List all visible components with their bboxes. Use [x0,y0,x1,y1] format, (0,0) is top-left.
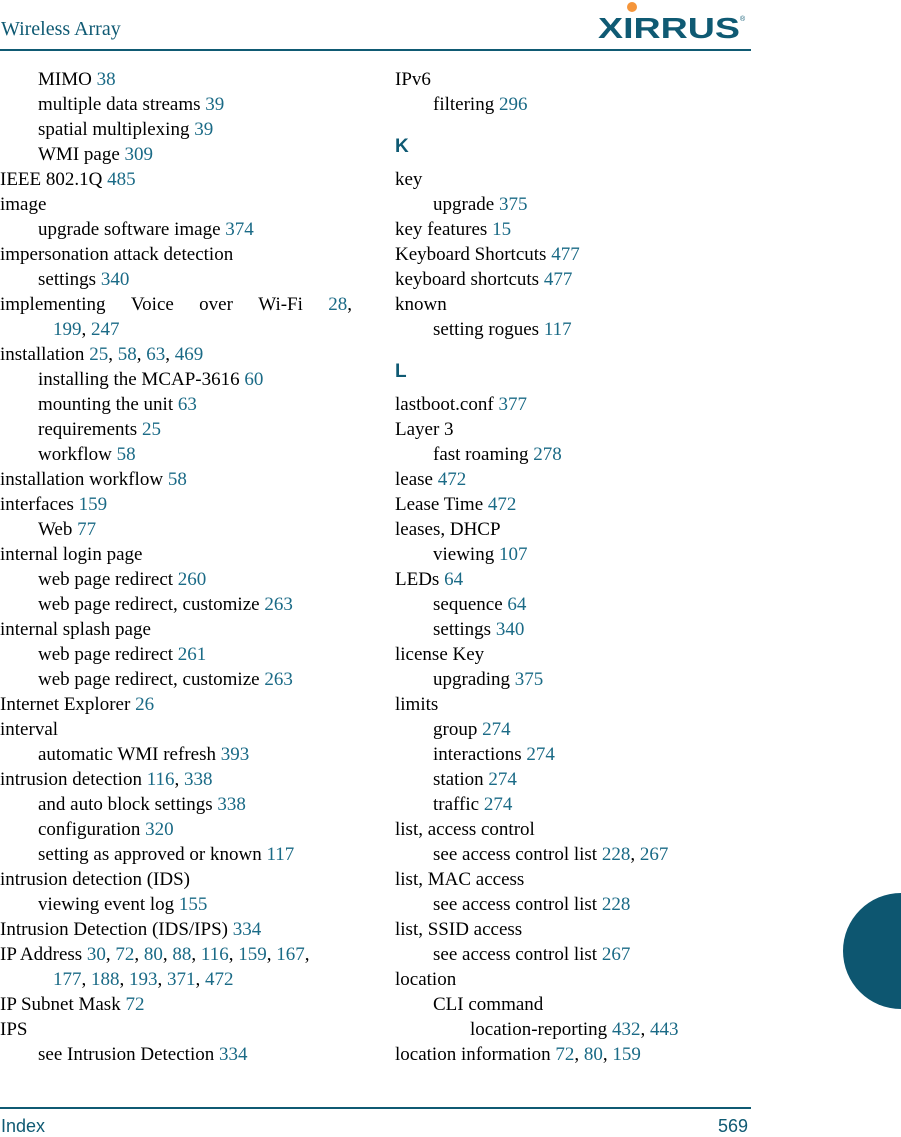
entry-term: web page redirect [38,644,174,665]
index-entry [0,692,360,717]
page-link[interactable]: 188 [91,969,120,990]
index-entry [395,92,755,117]
index-entry [395,967,755,992]
svg-text:®: ® [740,16,746,23]
index-entry [395,767,755,792]
header-rule [0,49,751,51]
separator: , [162,944,173,965]
page-link[interactable]: 340 [495,619,525,640]
page-link[interactable]: 263 [264,594,293,615]
entry-term-word: implementing [0,294,106,315]
separator: , [136,344,147,365]
entry-term: filtering [433,94,495,115]
entry-term: lease [395,469,433,490]
index-entry [0,292,352,317]
page-link[interactable]: 77 [77,519,97,540]
page-link[interactable]: 72 [115,944,135,965]
page-link[interactable]: 107 [498,544,528,565]
index-column-right [395,67,755,1067]
index-entry [395,792,755,817]
index-entry [395,292,755,317]
entry-term: sequence [433,594,503,615]
entry-term: setting as approved or known [38,844,262,865]
index-entry [395,867,755,892]
entry-term: see access control list [433,844,598,865]
entry-term: leases, DHCP [395,519,501,540]
index-entry [395,317,755,342]
index-entry [0,267,360,292]
index-entry [395,167,755,192]
entry-term: MIMO [38,69,92,90]
page-link[interactable]: 155 [178,894,208,915]
entry-term: multiple data streams [38,94,201,115]
entry-term: automatic WMI refresh [38,744,216,765]
index-entry [395,717,755,742]
entry-term-word: over [199,294,233,315]
separator: , [574,1044,584,1065]
index-entry [0,617,360,642]
index-entry [395,692,755,717]
entry-term: Internet Explorer [0,694,131,715]
index-entry [395,217,755,242]
index-entry [0,442,360,467]
entry-term: Web [38,519,73,540]
index-entry [0,417,360,442]
page-link[interactable]: 60 [244,369,264,390]
index-entry [0,142,360,167]
entry-term: impersonation attack detection [0,244,234,265]
separator: , [174,769,184,790]
entry-term: key [395,169,423,190]
entry-term: known [395,294,447,315]
index-entry [395,492,755,517]
page-link[interactable]: 177 [53,969,82,990]
page-link[interactable]: 371 [167,969,196,990]
logo-text: XIRRUS [598,13,740,41]
entry-term: internal splash page [0,619,151,640]
entry-term: installation [0,344,85,365]
index-entry [0,867,360,892]
footer-section-name: Index [1,1116,46,1136]
entry-term: intrusion detection [0,769,142,790]
entry-term: web page redirect [38,569,174,590]
separator: , [191,944,201,965]
entry-term: location-reporting [470,1019,608,1040]
entry-term: intrusion detection (IDS) [0,869,190,890]
separator: , [228,944,239,965]
chapter-thumb-tab [843,893,901,1009]
page-link[interactable]: 274 [482,719,511,740]
index-entry [395,467,755,492]
xirrus-logo [596,1,748,41]
entry-term: workflow [38,444,112,465]
index-entry [0,767,360,792]
page-link[interactable]: 38 [96,69,116,90]
page-link[interactable]: 485 [107,169,136,190]
page-link[interactable]: 80 [583,1044,603,1065]
page-link[interactable]: 472 [437,469,467,490]
entry-term: license Key [395,644,485,665]
entry-term: lastboot.conf [395,394,494,415]
separator: , [640,1019,650,1040]
page-link[interactable]: 25 [89,344,109,365]
index-entry [395,567,755,592]
entry-term: see access control list [433,944,598,965]
entry-term-word: Wi-Fi [258,294,303,315]
index-entry [395,442,755,467]
entry-term: settings [433,619,492,640]
entry-term: list, SSID access [395,919,523,940]
index-entry [0,192,360,217]
entry-term: web page redirect, customize [38,594,260,615]
index-entry [395,67,755,92]
index-entry [0,842,360,867]
separator: , [165,344,175,365]
page-link[interactable]: 159 [78,494,108,515]
index-entry [0,942,360,967]
entry-term: Keyboard Shortcuts [395,244,547,265]
page-link[interactable]: 25 [141,419,161,440]
index-entry [0,67,360,92]
page-link[interactable]: 267 [639,844,669,865]
page-link[interactable]: 30 [86,944,106,965]
separator: , [81,319,91,340]
page-link[interactable]: 377 [498,394,527,415]
entry-term: installation workflow [0,469,164,490]
page-link[interactable]: 375 [514,669,544,690]
footer-rule [0,1107,751,1109]
entry-term: upgrade [433,194,495,215]
page-link[interactable]: 64 [507,594,527,615]
index-entry [0,542,360,567]
page-link[interactable]: 116 [200,944,229,965]
index-entry [0,492,360,517]
index-entry [395,942,755,967]
entry-term: spatial multiplexing [38,119,190,140]
index-entry [0,892,360,917]
separator: , [105,944,116,965]
page-link[interactable]: 117 [266,844,295,865]
entry-term: traffic [433,794,480,815]
page-link[interactable]: 472 [205,969,234,990]
separator: , [347,294,352,315]
page-link[interactable]: 228 [601,894,631,915]
entry-term: requirements [38,419,138,440]
page-link[interactable]: 477 [551,244,580,265]
index-entry [395,742,755,767]
index-entry [0,92,360,117]
entry-term: list, access control [395,819,535,840]
page-link[interactable]: 26 [135,694,155,715]
index-entry [395,842,755,867]
index-entry [395,892,755,917]
entry-term: IPv6 [395,69,431,90]
separator: , [602,1044,613,1065]
page-link[interactable]: 393 [220,744,250,765]
page-link[interactable]: 334 [218,1044,248,1065]
page-link[interactable]: 159 [612,1044,641,1065]
page-link[interactable]: 58 [117,344,137,365]
page-refs [328,292,352,317]
index-entry [0,667,360,692]
page-link[interactable]: 63 [177,394,197,415]
entry-term: station [433,769,484,790]
separator: , [266,944,277,965]
index-entry [0,167,360,192]
index-entry [0,242,360,267]
index-entry [395,917,755,942]
page-link[interactable]: 159 [238,944,267,965]
entry-term: web page redirect, customize [38,669,260,690]
entry-term: keyboard shortcuts [395,269,540,290]
page-link[interactable]: 477 [543,269,573,290]
entry-term: IPS [0,1019,28,1040]
page-link[interactable]: 39 [205,94,225,115]
entry-term: location [395,969,457,990]
page-link[interactable]: 64 [444,569,464,590]
page-link[interactable]: 340 [100,269,130,290]
page-link[interactable]: 88 [172,944,192,965]
entry-term: see access control list [433,894,598,915]
header-title: Wireless Array [1,18,121,40]
entry-term: internal login page [0,544,143,565]
entry-term: configuration [38,819,141,840]
index-column-left [0,67,360,1067]
entry-term: WMI page [38,144,120,165]
page-link[interactable]: 274 [488,769,517,790]
separator: , [81,969,91,990]
page-link[interactable]: 58 [167,469,187,490]
entry-term: IP Subnet Mask [0,994,121,1015]
index-entry [0,642,360,667]
page-link[interactable]: 58 [116,444,136,465]
page-link[interactable]: 261 [177,644,207,665]
entry-term: limits [395,694,439,715]
index-entry [395,1042,755,1067]
page-link[interactable]: 320 [145,819,174,840]
index-entry [0,467,360,492]
page-link[interactable]: 199 [53,319,82,340]
entry-term: IEEE 802.1Q [0,169,103,190]
page-link[interactable]: 116 [146,769,175,790]
index-entry [0,517,360,542]
entry-term: interactions [433,744,522,765]
index-entry [0,917,360,942]
index-entry [0,592,360,617]
index-entry [0,717,360,742]
separator: , [134,944,144,965]
page-link[interactable]: 167 [276,944,305,965]
entry-term: LEDs [395,569,440,590]
page-link[interactable]: 334 [232,919,262,940]
entry-term: viewing [433,544,495,565]
page-link[interactable]: 375 [498,194,528,215]
index-entry [395,1017,755,1042]
index-entry-continuation [0,317,360,342]
entry-term: IP Address [0,944,83,965]
index-entry [0,1042,360,1067]
page-link[interactable]: 263 [264,669,293,690]
page-link[interactable]: 274 [483,794,513,815]
entry-term: interfaces [0,494,74,515]
index-entry [0,217,360,242]
page-link[interactable]: 472 [487,494,517,515]
index-entry [395,592,755,617]
page-link[interactable]: 338 [184,769,213,790]
page-link[interactable]: 63 [146,344,166,365]
page-link[interactable]: 28 [328,294,348,315]
entry-term: image [0,194,47,215]
index-entry [0,792,360,817]
entry-term: and auto block settings [38,794,213,815]
index-entry [0,567,360,592]
entry-term: viewing event log [38,894,175,915]
entry-term: interval [0,719,59,740]
index-entry-continuation [0,967,360,992]
entry-term: location information [395,1044,551,1065]
page-link[interactable]: 80 [143,944,163,965]
index-entry [395,192,755,217]
entry-term: mounting the unit [38,394,174,415]
index-letter-heading: K [395,136,409,157]
page-link[interactable]: 278 [533,444,562,465]
entry-term: see Intrusion Detection [38,1044,215,1065]
separator: , [108,344,118,365]
footer-page-number: 569 [717,1116,748,1136]
entry-term: setting rogues [433,319,540,340]
separator: , [304,944,310,965]
index-entry [0,392,360,417]
index-entry [395,242,755,267]
entry-term: Layer 3 [395,419,454,440]
page-link[interactable]: 72 [125,994,145,1015]
index-entry [395,542,755,567]
entry-term: upgrade software image [38,219,221,240]
index-letter-heading: L [395,361,407,382]
index-entry [395,992,755,1017]
page-link[interactable]: 247 [91,319,120,340]
entry-term: CLI command [433,994,544,1015]
entry-term: upgrading [433,669,511,690]
index-entry [395,517,755,542]
index-entry [0,342,360,367]
entry-term: settings [38,269,97,290]
page-link[interactable]: 39 [194,119,214,140]
entry-term: key features [395,219,488,240]
page-link[interactable]: 72 [555,1044,575,1065]
index-entry [395,392,755,417]
page-link[interactable]: 193 [129,969,158,990]
entry-term: Lease Time [395,494,484,515]
index-entry [395,417,755,442]
page-link[interactable]: 228 [601,844,631,865]
page-link[interactable]: 296 [498,94,528,115]
index-entry [0,817,360,842]
separator: , [157,969,167,990]
entry-term: fast roaming [433,444,529,465]
page-link[interactable]: 274 [526,744,555,765]
index-entry [0,367,360,392]
entry-term: group [433,719,478,740]
page-link[interactable]: 117 [543,319,572,340]
entry-term: installing the MCAP-3616 [38,369,240,390]
page-link[interactable]: 374 [225,219,254,240]
separator: , [119,969,129,990]
index-entry [0,742,360,767]
index-entry [395,617,755,642]
page-link[interactable]: 443 [649,1019,679,1040]
entry-term-word: Voice [130,294,174,315]
index-entry [0,117,360,142]
index-entry [0,992,360,1017]
page-link[interactable]: 260 [177,569,207,590]
separator: , [195,969,205,990]
index-entry [395,817,755,842]
index-entry [395,642,755,667]
index-entry [395,667,755,692]
index-entry [0,1017,360,1042]
separator: , [630,844,640,865]
page-link[interactable]: 432 [611,1019,641,1040]
page-link[interactable]: 15 [492,219,512,240]
page-link[interactable]: 309 [124,144,154,165]
page-link[interactable]: 338 [217,794,246,815]
index-entry [395,267,755,292]
entry-term: list, MAC access [395,869,525,890]
page-link[interactable]: 267 [601,944,631,965]
page-link[interactable]: 469 [174,344,204,365]
entry-term: Intrusion Detection (IDS/IPS) [0,919,228,940]
